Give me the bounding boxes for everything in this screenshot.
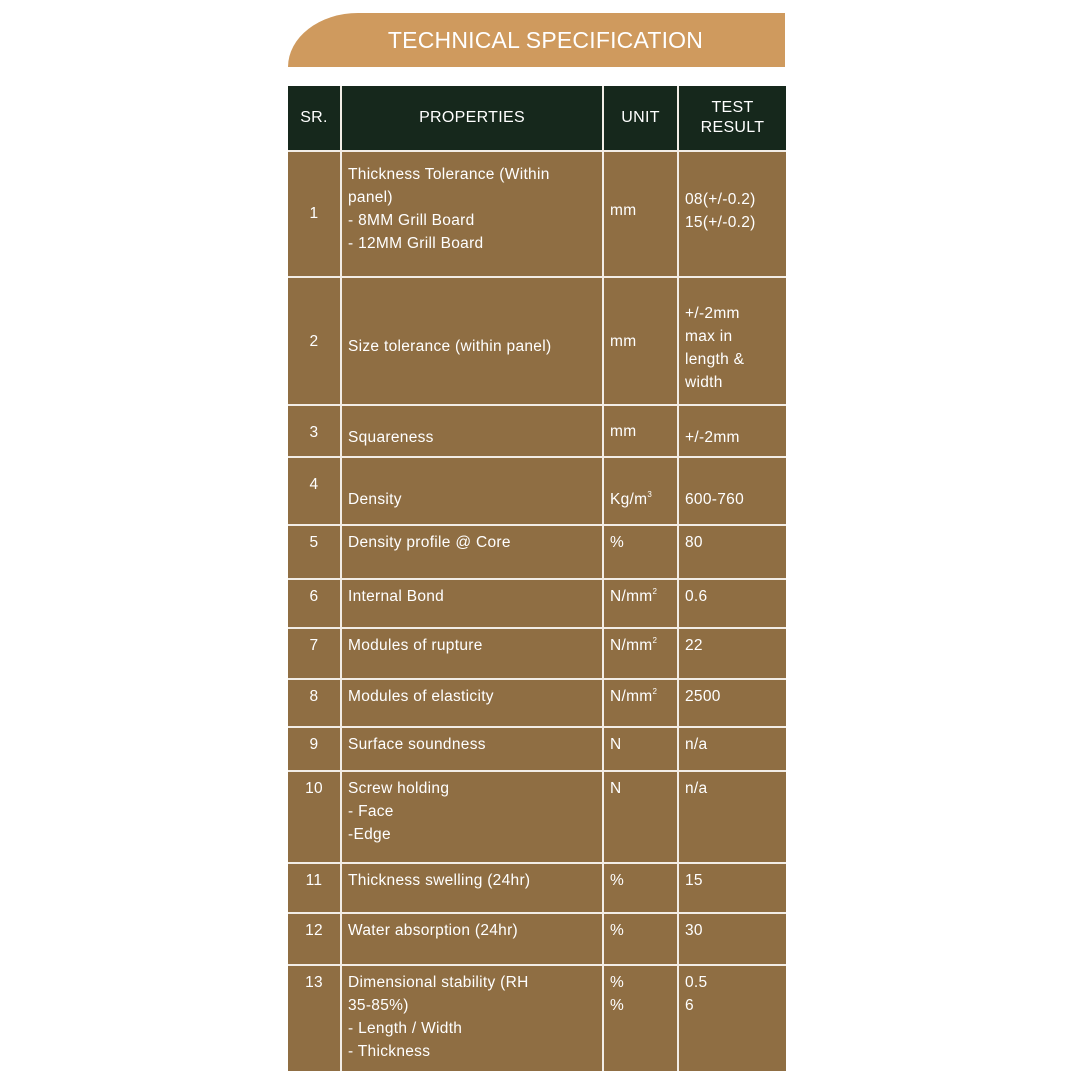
unit-text: mm (610, 333, 637, 350)
header-unit: UNIT (603, 86, 678, 151)
unit-text: mm (610, 423, 637, 440)
cell-sr: 8 (288, 679, 341, 727)
cell-test-result (678, 151, 786, 277)
cell-property (341, 457, 603, 525)
unit-text: N/mm (610, 588, 653, 605)
cell-unit (603, 771, 678, 863)
header-test-result (678, 86, 786, 151)
property-line: - 8MM Grill Board (348, 212, 475, 229)
cell-property (341, 628, 603, 679)
result-line: 80 (685, 534, 703, 551)
unit-line (610, 685, 674, 708)
result-line: max in (685, 328, 733, 345)
result-line: 0.5 (685, 974, 708, 991)
cell-test-result (678, 405, 786, 457)
result-line: width (685, 374, 723, 391)
cell-unit (603, 579, 678, 628)
unit-text: % (610, 974, 625, 991)
cell-unit (603, 863, 678, 913)
result-line: 08(+/-0.2) (685, 191, 756, 208)
table-row (288, 405, 786, 457)
unit-line (610, 420, 674, 443)
property-line: Density (348, 491, 402, 508)
header-sr: SR. (288, 86, 341, 151)
cell-unit (603, 913, 678, 965)
property-line: Squareness (348, 429, 434, 446)
property-line: Surface soundness (348, 736, 486, 753)
result-line: 22 (685, 637, 703, 654)
property-line: Thickness swelling (24hr) (348, 872, 531, 889)
cell-sr: 4 (288, 457, 341, 525)
unit-text: % (610, 997, 625, 1014)
cell-unit (603, 727, 678, 771)
unit-line (610, 199, 674, 222)
table-body (288, 151, 786, 1071)
unit-text: % (610, 922, 625, 939)
cell-sr: 2 (288, 277, 341, 405)
property-line: Size tolerance (within panel) (348, 338, 552, 355)
result-line: 15(+/-0.2) (685, 214, 756, 231)
header-test-result-line1: TEST (711, 99, 754, 116)
property-line: Internal Bond (348, 588, 445, 605)
result-line: n/a (685, 780, 708, 797)
cell-test-result (678, 525, 786, 579)
cell-test-result (678, 579, 786, 628)
property-line: -Edge (348, 826, 391, 843)
header-test-result-line2: RESULT (700, 119, 765, 136)
cell-property (341, 727, 603, 771)
unit-line (610, 330, 674, 353)
unit-superscript: 2 (652, 636, 658, 645)
cell-property (341, 965, 603, 1071)
cell-property (341, 525, 603, 579)
cell-unit (603, 628, 678, 679)
unit-text: % (610, 534, 625, 551)
unit-line (610, 585, 674, 608)
header-properties: PROPERTIES (341, 86, 603, 151)
table-row (288, 525, 786, 579)
unit-text: N (610, 780, 622, 797)
table-row (288, 727, 786, 771)
result-line: 2500 (685, 688, 721, 705)
cell-unit (603, 457, 678, 525)
section-banner (288, 13, 785, 67)
cell-property (341, 579, 603, 628)
property-line: - 12MM Grill Board (348, 235, 484, 252)
property-line: - Thickness (348, 1043, 431, 1060)
cell-test-result (678, 863, 786, 913)
cell-test-result (678, 277, 786, 405)
property-line: - Length / Width (348, 1020, 463, 1037)
table-row (288, 579, 786, 628)
unit-text: N/mm (610, 688, 653, 705)
unit-superscript: 3 (647, 490, 653, 499)
table-row (288, 771, 786, 863)
cell-sr: 10 (288, 771, 341, 863)
unit-superscript: 2 (652, 587, 658, 596)
cell-sr: 1 (288, 151, 341, 277)
table-row (288, 457, 786, 525)
unit-line (610, 994, 674, 1017)
cell-unit (603, 525, 678, 579)
property-line: Dimensional stability (RH (348, 974, 529, 991)
unit-superscript: 2 (652, 687, 658, 696)
cell-test-result (678, 727, 786, 771)
table-row (288, 628, 786, 679)
property-line: Modules of rupture (348, 637, 483, 654)
result-line: 6 (685, 997, 694, 1014)
cell-property (341, 277, 603, 405)
unit-line (610, 531, 674, 554)
result-line: 30 (685, 922, 703, 939)
cell-property (341, 771, 603, 863)
cell-property (341, 863, 603, 913)
unit-text: mm (610, 202, 637, 219)
cell-sr: 13 (288, 965, 341, 1071)
unit-text: N (610, 736, 622, 753)
cell-sr: 3 (288, 405, 341, 457)
property-line: 35-85%) (348, 997, 409, 1014)
cell-sr: 5 (288, 525, 341, 579)
unit-text: Kg/m (610, 491, 648, 508)
table-row (288, 913, 786, 965)
cell-sr: 9 (288, 727, 341, 771)
cell-property (341, 405, 603, 457)
table-row (288, 277, 786, 405)
unit-line (610, 733, 674, 756)
result-line: 15 (685, 872, 703, 889)
property-line: Water absorption (24hr) (348, 922, 519, 939)
cell-test-result (678, 679, 786, 727)
table-header-row (288, 86, 786, 151)
property-line: Screw holding (348, 780, 450, 797)
cell-test-result (678, 771, 786, 863)
unit-line (610, 634, 674, 657)
section-title: TECHNICAL SPECIFICATION (387, 26, 704, 53)
cell-unit (603, 965, 678, 1071)
cell-property (341, 679, 603, 727)
result-line: n/a (685, 736, 708, 753)
property-line: Thickness Tolerance (Within (348, 166, 550, 183)
cell-property (341, 151, 603, 277)
property-line: - Face (348, 803, 394, 820)
cell-sr: 11 (288, 863, 341, 913)
unit-line (610, 488, 674, 511)
unit-text: % (610, 872, 625, 889)
result-line: 0.6 (685, 588, 708, 605)
unit-line (610, 869, 674, 892)
cell-unit (603, 405, 678, 457)
technical-specification-table (288, 86, 786, 1071)
unit-line (610, 777, 674, 800)
table-row (288, 965, 786, 1071)
cell-property (341, 913, 603, 965)
table-row (288, 863, 786, 913)
table-row (288, 679, 786, 727)
cell-test-result (678, 913, 786, 965)
result-line: +/-2mm (685, 429, 740, 446)
result-line: length & (685, 351, 745, 368)
property-line: Modules of elasticity (348, 688, 494, 705)
result-line: +/-2mm (685, 305, 740, 322)
unit-line (610, 919, 674, 942)
cell-unit (603, 151, 678, 277)
cell-unit (603, 679, 678, 727)
cell-test-result (678, 628, 786, 679)
unit-line (610, 971, 674, 994)
cell-unit (603, 277, 678, 405)
result-line: 600-760 (685, 491, 744, 508)
property-line: panel) (348, 189, 393, 206)
cell-sr: 12 (288, 913, 341, 965)
cell-test-result (678, 457, 786, 525)
table-row (288, 151, 786, 277)
cell-test-result (678, 965, 786, 1071)
unit-text: N/mm (610, 637, 653, 654)
property-line: Density profile @ Core (348, 534, 511, 551)
cell-sr: 6 (288, 579, 341, 628)
cell-sr: 7 (288, 628, 341, 679)
